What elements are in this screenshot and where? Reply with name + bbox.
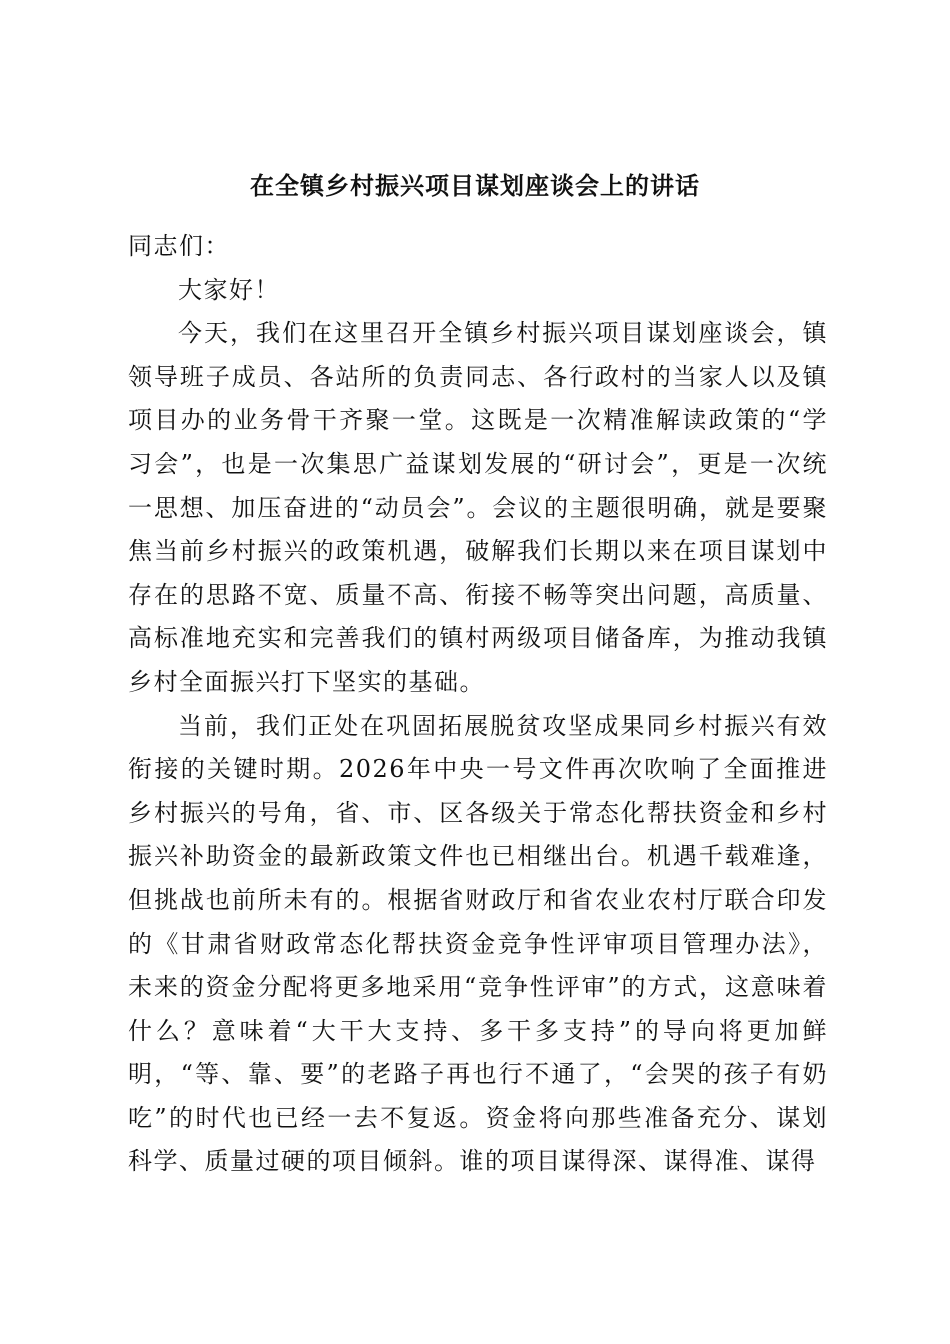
paragraph-2: 当前，我们正处在巩固拓展脱贫攻坚成果同乡村振兴有效衔接的关键时期。2026年中央一号文件再次吹响了全面推进乡村振兴的号角，省、市、区各级关于常态化帮扶资金和乡村振兴补助资金的最新政策文件也已相继出台。机遇千载难逢，但挑战也前所未有的。根据省财政厅和省农业农村厅联合印发的《甘肃省财政常态化帮扶资金竞争性评审项目管理办法》，未来的资金分配将更多地采用“竞争性评审”的方式，这意味着什么？意味着“大干大支持、多干多支持”的导向将更加鲜明，“等、靠、要”的老路子再也行不通了，“会哭的孩子有奶吃”的时代也已经一去不复返。资金将向那些准备充分、谋划科学、质量过硬的项目倾斜。谁的项目谋得深、谋得准、谋得	[128, 711, 828, 1176]
document-body	[128, 225, 828, 1184]
paragraph-1: 今天，我们在这里召开全镇乡村振兴项目谋划座谈会，镇领导班子成员、各站所的负责同志、各行政村的当家人以及镇项目办的业务骨干齐聚一堂。这既是一次精准解读政策的“学习会”，也是一次集思广益谋划发展的“研讨会”，更是一次统一思想、加压奋进的“动员会”。会议的主题很明确，就是要聚焦当前乡村振兴的政策机遇，破解我们长期以来在项目谋划中存在的思路不宽、质量不高、衔接不畅等突出问题，高质量、高标准地充实和完善我们的镇村两级项目储备库，为推动我镇乡村全面振兴打下坚实的基础。	[128, 319, 828, 696]
salutation: 同志们：	[128, 232, 230, 260]
greeting: 大家好！	[178, 275, 280, 304]
document-title: 在全镇乡村振兴项目谋划座谈会上的讲话	[250, 172, 700, 200]
